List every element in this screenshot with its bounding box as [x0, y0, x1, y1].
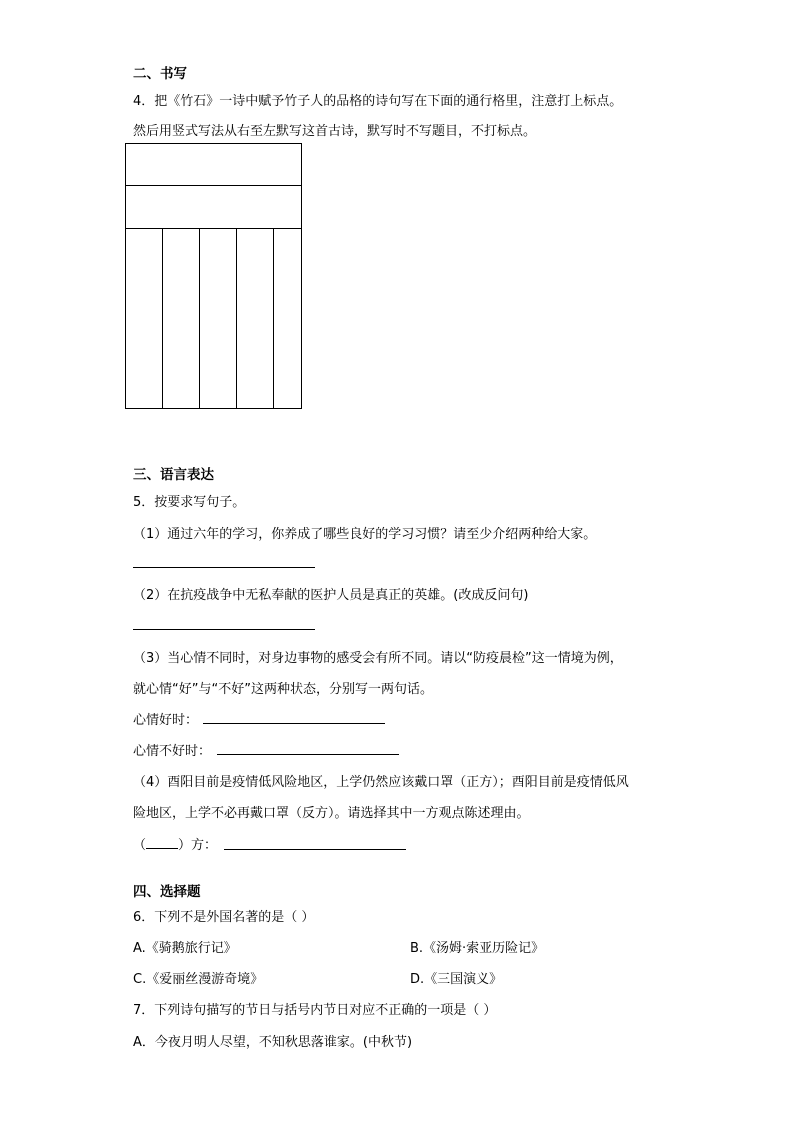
grid-row-2[interactable]	[126, 186, 301, 229]
question-5-4-line-1: （4）酉阳目前是疫情低风险地区，上学仍然应该戴口罩（正方）；酉阳目前是疫情低风	[133, 775, 629, 790]
question-5-1: （1）通过六年的学习，你养成了哪些良好的学习习惯？请至少介绍两种给大家。	[133, 527, 597, 542]
question-7-option-a[interactable]: A．今夜月明人尽望，不知秋思落谁家。(中秋节)	[133, 1035, 413, 1050]
bad-mood-label: 心情不好时：	[133, 744, 212, 759]
side-close-label: ）方：	[178, 838, 218, 853]
question-7-stem: 7．下列诗句描写的节日与括号内节日对应不正确的一项是（ ）	[133, 1003, 497, 1018]
good-mood-label: 心情好时：	[133, 713, 199, 728]
grid-column-divider	[162, 228, 163, 408]
writing-grid[interactable]	[125, 143, 302, 409]
question-6-option-d[interactable]: D.《三国演义》	[410, 972, 503, 987]
question-5-3-line-1: （3）当心情不同时，对身边事物的感受会有所不同。请以“防疫晨检”这一情境为例，	[133, 651, 623, 666]
section-heading-choice: 四、选择题	[133, 884, 201, 900]
answer-line-5-4[interactable]	[224, 849, 406, 850]
section-heading-language: 三、语言表达	[133, 467, 214, 483]
answer-line-bad-mood[interactable]	[217, 754, 399, 755]
question-5-2: （2）在抗疫战争中无私奉献的医护人员是真正的英雄。(改成反问句)	[133, 588, 529, 603]
answer-line-5-2[interactable]	[133, 629, 315, 630]
question-6-option-a[interactable]: A.《骑鹅旅行记》	[133, 941, 237, 956]
question-5-4-line-2: 险地区，上学不必再戴口罩（反方）。请选择其中一方观点陈述理由。	[133, 806, 530, 821]
grid-column-divider	[273, 228, 274, 408]
side-open-paren: （	[133, 838, 147, 853]
question-5-3-line-2: 就心情“好”与“不好”这两种状态，分别写一两句话。	[133, 682, 433, 697]
answer-line-good-mood[interactable]	[203, 723, 385, 724]
side-choice-blank[interactable]	[146, 848, 178, 849]
answer-line-5-1[interactable]	[133, 567, 315, 568]
question-6-option-b[interactable]: B.《汤姆·索亚历险记》	[410, 941, 545, 956]
section-heading-writing: 二、书写	[133, 66, 187, 82]
question-6-option-c[interactable]: C.《爱丽丝漫游奇境》	[133, 972, 264, 987]
grid-column-divider	[199, 228, 200, 408]
question-4-line-2: 然后用竖式写法从右至左默写这首古诗，默写时不写题目，不打标点。	[133, 124, 537, 139]
question-6-stem: 6．下列不是外国名著的是（ ）	[133, 910, 315, 925]
grid-row-1[interactable]	[126, 144, 301, 186]
side-choice-row	[133, 834, 217, 853]
question-5-stem: 5．按要求写句子。	[133, 495, 246, 510]
grid-column-divider	[236, 228, 237, 408]
question-4-line-1: 4．把《竹石》一诗中赋予竹子人的品格的诗句写在下面的通行格里，注意打上标点。	[133, 94, 623, 109]
